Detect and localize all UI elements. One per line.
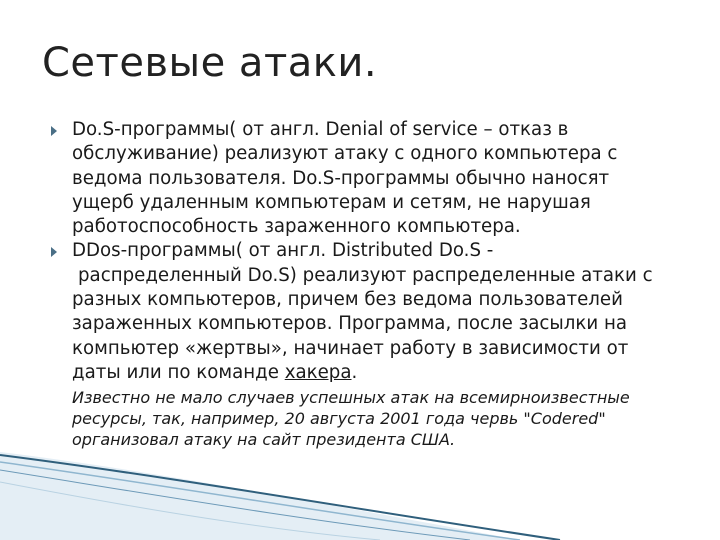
bullet-text-suffix: . [351,361,358,383]
bullet-item-ddos [46,239,686,385]
bullet-text-line: компьютер «жертвы», начинает работу в зависимости от [72,337,629,359]
slide-title: Сетевые атаки. [42,40,378,86]
bullet-text-line: обслуживание) реализуют атаку с одного компьютера с [72,143,618,165]
bullet-text-line: ведома пользователя. Do.S-программы обычно наносят [72,167,610,189]
note-line: организовал атаку на сайт президента США. [72,430,456,450]
note-line: ресурсы, так, например, 20 августа 2001 года червь "Codered" [72,409,606,429]
bullet-text-line: DDos-программы( от англ. Distributed Do.S - [72,240,494,262]
bullet-text-line: разных компьютеров, причем без ведома пользователей [72,289,623,311]
bullet-text-line: ущерб удаленным компьютерам и сетям, не нарушая [72,191,591,213]
bullet-arrow-icon [51,126,57,136]
italic-note [46,387,686,450]
note-line: Известно не мало случаев успешных атак на всемирноизвестные [72,388,630,408]
bullet-text-prefix: даты или по команде [72,361,285,383]
bullet-text-line-last [72,361,686,385]
bullet-arrow-icon [51,247,57,257]
bullet-text-line: Do.S-программы( от англ. Denial of service – отказ в [72,119,569,140]
bullet-text-line: зараженных компьютеров. Программа, после засылки на [72,313,628,335]
bullet-text-line: работоспособность зараженного компьютера. [72,216,521,238]
bullet-item-dos [46,118,686,239]
hacker-link[interactable]: хакера [284,361,352,383]
bullet-text-line: распределенный Do.S) реализуют распределенные атаки с [78,264,653,286]
slide-content [46,118,686,450]
